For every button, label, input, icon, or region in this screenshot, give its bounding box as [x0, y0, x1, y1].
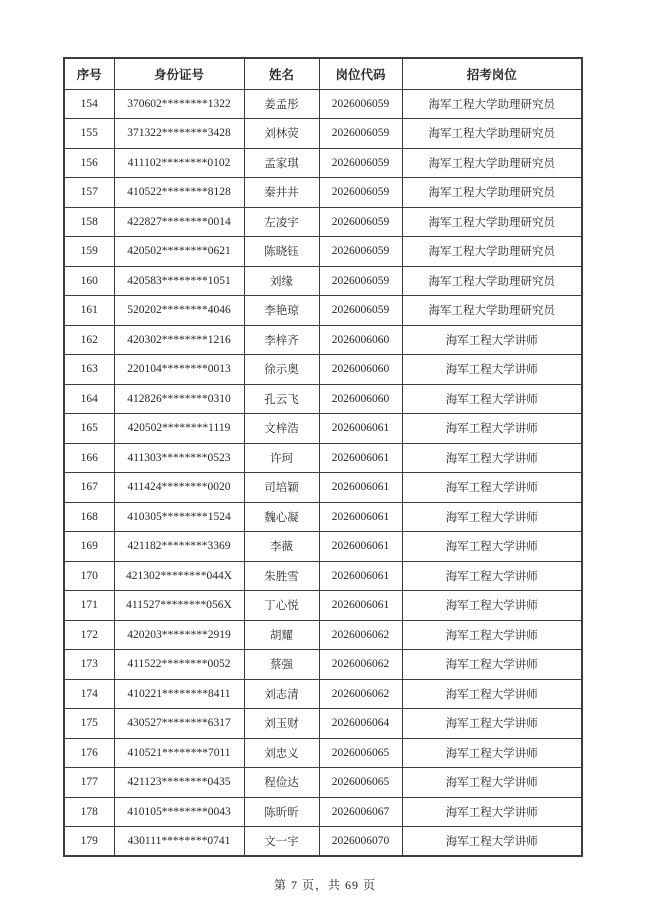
cell-job-code: 2026006061 — [319, 591, 402, 621]
cell-job-code: 2026006059 — [319, 207, 402, 237]
cell-name: 李薇 — [244, 532, 319, 562]
cell-job-title: 海军工程大学讲师 — [402, 679, 582, 709]
cell-id-number: 421302********044X — [114, 561, 244, 591]
cell-serial-number: 178 — [64, 797, 114, 827]
table-header-row — [64, 58, 582, 89]
cell-name: 刘林荧 — [244, 119, 319, 149]
cell-job-code: 2026006061 — [319, 502, 402, 532]
cell-id-number: 411527********056X — [114, 591, 244, 621]
cell-job-title: 海军工程大学助理研究员 — [402, 148, 582, 178]
cell-job-code: 2026006061 — [319, 561, 402, 591]
cell-id-number: 220104********0013 — [114, 355, 244, 385]
cell-job-title: 海军工程大学讲师 — [402, 650, 582, 680]
cell-job-title: 海军工程大学讲师 — [402, 325, 582, 355]
cell-id-number: 420502********1119 — [114, 414, 244, 444]
cell-id-number: 412826********0310 — [114, 384, 244, 414]
cell-job-title: 海军工程大学讲师 — [402, 768, 582, 798]
cell-job-code: 2026006059 — [319, 89, 402, 119]
table-row — [64, 768, 582, 798]
cell-serial-number: 166 — [64, 443, 114, 473]
cell-serial-number: 162 — [64, 325, 114, 355]
cell-name: 文一宇 — [244, 827, 319, 857]
cell-serial-number: 169 — [64, 532, 114, 562]
cell-serial-number: 170 — [64, 561, 114, 591]
cell-serial-number: 172 — [64, 620, 114, 650]
cell-serial-number: 160 — [64, 266, 114, 296]
table-row — [64, 679, 582, 709]
cell-name: 魏心凝 — [244, 502, 319, 532]
cell-job-title: 海军工程大学讲师 — [402, 414, 582, 444]
cell-name: 蔡强 — [244, 650, 319, 680]
cell-id-number: 410305********1524 — [114, 502, 244, 532]
cell-name: 刘忠义 — [244, 738, 319, 768]
cell-serial-number: 159 — [64, 237, 114, 267]
table-row — [64, 443, 582, 473]
cell-id-number: 411303********0523 — [114, 443, 244, 473]
table-row — [64, 473, 582, 503]
cell-name: 秦井井 — [244, 178, 319, 208]
table-row — [64, 532, 582, 562]
cell-serial-number: 175 — [64, 709, 114, 739]
table-row — [64, 797, 582, 827]
cell-id-number: 411522********0052 — [114, 650, 244, 680]
cell-job-code: 2026006059 — [319, 178, 402, 208]
cell-id-number: 421123********0435 — [114, 768, 244, 798]
cell-job-title: 海军工程大学讲师 — [402, 355, 582, 385]
cell-name: 刘玉财 — [244, 709, 319, 739]
table-row — [64, 296, 582, 326]
cell-job-title: 海军工程大学助理研究员 — [402, 178, 582, 208]
cell-job-code: 2026006061 — [319, 473, 402, 503]
cell-name: 孔云飞 — [244, 384, 319, 414]
table-row — [64, 119, 582, 149]
table-row — [64, 709, 582, 739]
cell-id-number: 520202********4046 — [114, 296, 244, 326]
cell-name: 刘缘 — [244, 266, 319, 296]
col-header-serial-number: 序号 — [64, 58, 114, 89]
cell-name: 程俭达 — [244, 768, 319, 798]
cell-job-code: 2026006060 — [319, 355, 402, 385]
table-row — [64, 89, 582, 119]
cell-job-code: 2026006059 — [319, 148, 402, 178]
cell-job-code: 2026006062 — [319, 679, 402, 709]
cell-id-number: 421182********3369 — [114, 532, 244, 562]
cell-name: 刘志清 — [244, 679, 319, 709]
cell-job-code: 2026006067 — [319, 797, 402, 827]
cell-name: 胡耀 — [244, 620, 319, 650]
cell-id-number: 420302********1216 — [114, 325, 244, 355]
cell-job-title: 海军工程大学讲师 — [402, 532, 582, 562]
cell-name: 文梓浩 — [244, 414, 319, 444]
table-row — [64, 620, 582, 650]
cell-name: 李艳琼 — [244, 296, 319, 326]
cell-job-code: 2026006064 — [319, 709, 402, 739]
cell-job-title: 海军工程大学讲师 — [402, 709, 582, 739]
cell-job-title: 海军工程大学讲师 — [402, 473, 582, 503]
table-row — [64, 266, 582, 296]
cell-serial-number: 156 — [64, 148, 114, 178]
recruitment-roster-table — [63, 57, 583, 857]
cell-job-title: 海军工程大学助理研究员 — [402, 119, 582, 149]
cell-name: 司培颖 — [244, 473, 319, 503]
cell-job-code: 2026006059 — [319, 119, 402, 149]
cell-id-number: 410522********8128 — [114, 178, 244, 208]
cell-serial-number: 157 — [64, 178, 114, 208]
col-header-job-code: 岗位代码 — [319, 58, 402, 89]
cell-job-code: 2026006061 — [319, 443, 402, 473]
table-row — [64, 502, 582, 532]
cell-job-code: 2026006060 — [319, 325, 402, 355]
cell-serial-number: 168 — [64, 502, 114, 532]
cell-job-code: 2026006059 — [319, 237, 402, 267]
cell-job-title: 海军工程大学讲师 — [402, 620, 582, 650]
cell-job-title: 海军工程大学助理研究员 — [402, 89, 582, 119]
cell-job-code: 2026006065 — [319, 738, 402, 768]
cell-id-number: 410105********0043 — [114, 797, 244, 827]
cell-id-number: 411102********0102 — [114, 148, 244, 178]
cell-id-number: 410221********8411 — [114, 679, 244, 709]
cell-job-code: 2026006070 — [319, 827, 402, 857]
cell-job-code: 2026006062 — [319, 650, 402, 680]
cell-id-number: 430111********0741 — [114, 827, 244, 857]
table-row — [64, 827, 582, 857]
cell-serial-number: 158 — [64, 207, 114, 237]
cell-job-code: 2026006065 — [319, 768, 402, 798]
col-header-name: 姓名 — [244, 58, 319, 89]
cell-job-title: 海军工程大学助理研究员 — [402, 266, 582, 296]
cell-name: 徐示奥 — [244, 355, 319, 385]
cell-serial-number: 179 — [64, 827, 114, 857]
table-row — [64, 384, 582, 414]
table-row — [64, 650, 582, 680]
cell-job-title: 海军工程大学助理研究员 — [402, 296, 582, 326]
cell-serial-number: 174 — [64, 679, 114, 709]
cell-id-number: 420583********1051 — [114, 266, 244, 296]
col-header-job-title: 招考岗位 — [402, 58, 582, 89]
table-row — [64, 561, 582, 591]
cell-id-number: 430527********6317 — [114, 709, 244, 739]
cell-job-title: 海军工程大学讲师 — [402, 561, 582, 591]
cell-job-code: 2026006061 — [319, 532, 402, 562]
cell-name: 左凌宇 — [244, 207, 319, 237]
cell-serial-number: 161 — [64, 296, 114, 326]
cell-job-title: 海军工程大学讲师 — [402, 502, 582, 532]
cell-job-code: 2026006062 — [319, 620, 402, 650]
cell-id-number: 371322********3428 — [114, 119, 244, 149]
table-row — [64, 355, 582, 385]
cell-name: 李梓齐 — [244, 325, 319, 355]
col-header-id-number: 身份证号 — [114, 58, 244, 89]
cell-job-code: 2026006059 — [319, 296, 402, 326]
cell-serial-number: 155 — [64, 119, 114, 149]
cell-id-number: 420203********2919 — [114, 620, 244, 650]
cell-name: 丁心悦 — [244, 591, 319, 621]
cell-serial-number: 164 — [64, 384, 114, 414]
cell-name: 陈晓钰 — [244, 237, 319, 267]
cell-job-title: 海军工程大学讲师 — [402, 384, 582, 414]
cell-id-number: 410521********7011 — [114, 738, 244, 768]
cell-name: 许珂 — [244, 443, 319, 473]
page-number-footer: 第 7 页，共 69 页 — [273, 878, 376, 892]
table-row — [64, 591, 582, 621]
cell-job-title: 海军工程大学讲师 — [402, 738, 582, 768]
cell-job-code: 2026006061 — [319, 414, 402, 444]
cell-serial-number: 177 — [64, 768, 114, 798]
cell-serial-number: 165 — [64, 414, 114, 444]
cell-serial-number: 167 — [64, 473, 114, 503]
cell-name: 孟家琪 — [244, 148, 319, 178]
cell-id-number: 370602********1322 — [114, 89, 244, 119]
cell-name: 朱胜雪 — [244, 561, 319, 591]
cell-serial-number: 154 — [64, 89, 114, 119]
cell-job-title: 海军工程大学讲师 — [402, 443, 582, 473]
table-row — [64, 414, 582, 444]
cell-job-title: 海军工程大学讲师 — [402, 591, 582, 621]
cell-job-code: 2026006060 — [319, 384, 402, 414]
table-row — [64, 237, 582, 267]
cell-name: 陈昕昕 — [244, 797, 319, 827]
cell-serial-number: 163 — [64, 355, 114, 385]
cell-id-number: 422827********0014 — [114, 207, 244, 237]
cell-id-number: 411424********0020 — [114, 473, 244, 503]
table-row — [64, 325, 582, 355]
cell-serial-number: 173 — [64, 650, 114, 680]
cell-serial-number: 171 — [64, 591, 114, 621]
cell-job-title: 海军工程大学助理研究员 — [402, 207, 582, 237]
table-row — [64, 178, 582, 208]
table-row — [64, 148, 582, 178]
table-row — [64, 207, 582, 237]
cell-job-title: 海军工程大学讲师 — [402, 827, 582, 857]
cell-job-code: 2026006059 — [319, 266, 402, 296]
table-row — [64, 738, 582, 768]
cell-job-title: 海军工程大学讲师 — [402, 797, 582, 827]
cell-id-number: 420502********0621 — [114, 237, 244, 267]
cell-serial-number: 176 — [64, 738, 114, 768]
cell-job-title: 海军工程大学助理研究员 — [402, 237, 582, 267]
cell-name: 姜孟彤 — [244, 89, 319, 119]
